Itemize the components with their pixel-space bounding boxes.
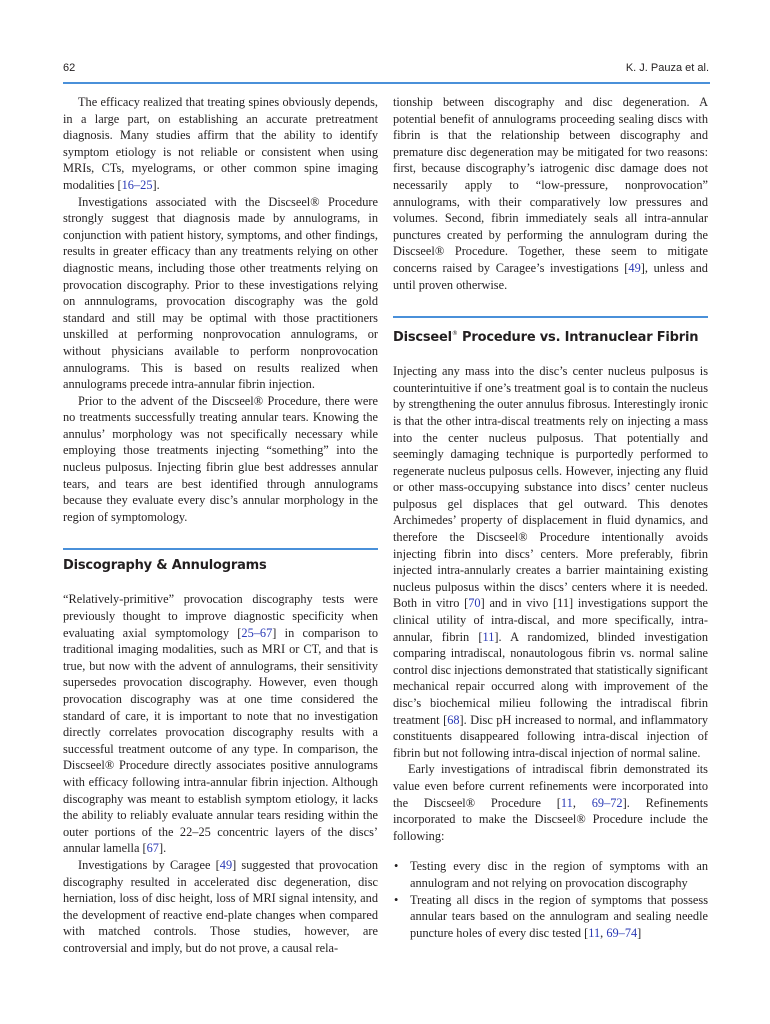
- text: “Relatively-primitive” provocation discography tests were previously thought to improve diagnostic specificity when evaluating axial symptomology [: [63, 592, 378, 640]
- section-title: [393, 325, 708, 347]
- paragraph: Prior to the advent of the Discseel® Procedure, there were no treatments successfully treating annular tears. Knowing the annulus’ morphology was not specifically necessary while employing those treatments injecting “something” into the nucleus pulposus. Injecting fibrin glue best addresses annular tears, and tears are best identified through annulograms because they evaluate every disc’s annular morphology in the region of symptomology.: [63, 393, 378, 524]
- title-text: Discseel: [393, 330, 452, 346]
- text: ]: [637, 925, 642, 940]
- paragraph: [393, 761, 708, 844]
- text: ]. Refinements incorporated to make the Discseel® Procedure include the following:: [393, 795, 709, 843]
- citation-link[interactable]: 49: [628, 260, 641, 275]
- text: ].: [158, 841, 167, 856]
- section-discography-annulograms: [63, 548, 378, 575]
- section-rule: [393, 316, 708, 318]
- text: ]. Disc pH increased to normal, and inflammatory constituents disappeared following intra-discal injection of fibrin but not following intra-discal injection of normal saline.: [393, 712, 708, 760]
- bullet-list: [393, 858, 708, 941]
- citation-link[interactable]: 11: [482, 629, 495, 644]
- citation-link[interactable]: 69–74: [606, 925, 638, 940]
- bullet-item: [393, 892, 708, 942]
- paragraph: Investigations associated with the Discseel® Procedure strongly suggest that diagnosis made by annulograms, in conjunction with patient history, symptoms, and other findings, results in greater efficacy than any treatments relying on other diagnostic means, including those other treatments relying on provocation discography. Prior to these investigations relying on annnulograms, provocation discography was the gold standard and still may be optimal with those practitioners unskilled at performing nonprovocation annulograms, or without physicians available to perform nonprovocation annulograms. This is based on results realized when annulograms precede intra-annular fibrin injection.: [63, 194, 378, 392]
- text: ,: [600, 925, 607, 940]
- paragraph: [393, 94, 708, 293]
- paragraph: [63, 94, 378, 194]
- section-rule: [63, 548, 378, 550]
- citation-link[interactable]: 69–72: [591, 795, 623, 810]
- page-header: [63, 62, 709, 80]
- header-rule: [63, 82, 710, 84]
- text: ] suggested that provocation discography resulted in accelerated disc degeneration, disc herniation, loss of disc height, loss of MRI signal intensity, and the development of reactive end-plate changes when compared with matched controls. Those studies, however, are controversial and imply, but do not prove, a causal rela-: [63, 857, 378, 955]
- text: ].: [152, 177, 160, 192]
- text: tionship between discography and disc degeneration. A potential benefit of annulograms proceeding sealing discs with fibrin is that the relationship between discography and premature disc degeneration may be mitigated for two reasons: first, because discography’s iatrogenic disc damage does not necessarily apply to “low-pressure, nonprovocation” annulograms, with their comparatively low pressures and volumes. Second, fibrin immediately seals all intra-annular punctures created by performing the annulogram during the Discseel® Procedure. Together, these seem to mitigate concerns raised by Caragee’s investigations [: [393, 95, 708, 275]
- text: Investigations by Caragee [: [78, 857, 220, 872]
- citation-link[interactable]: 49: [219, 857, 233, 872]
- text: Early investigations of intradiscal fibrin demonstrated its value even before current refinements were incorporated into the Discseel® Procedure [: [393, 762, 708, 810]
- running-head: K. J. Pauza et al.: [625, 62, 709, 74]
- text: Treating all discs in the region of symptoms that possess annular tears based on the annulogram and sealing needle puncture holes of every disc tested [: [410, 892, 708, 940]
- citation-link[interactable]: 11: [588, 925, 601, 940]
- citation-link[interactable]: 68: [447, 712, 460, 727]
- text: ,: [572, 795, 592, 810]
- text: Injecting any mass into the disc’s center nucleus pulposus is counterintuitive if one’s treatment goal is to contain the nucleus by strengthening the outer annulus fibrosus. Interestingly ironic is that the other intra-discal treatments rely on injecting a mass into the center nucleus pulposus. That potentially and seemingly damaging technique is purportedly performed to regenerate nucleus pulposus cells. However, injecting any fluid or other mass-occupying substance into discs’ center nucleus pulposus gel displaces that gel outward. This denotes Archimedes’ property of displacement in fluid dynamics, and therefore the Discseel® Procedure intentionally avoids injecting fibrin into discs’ centers. More preferably, fibrin injected intra-annularly creates a barrier maintaining existing nucleus pulposus within the discs’ centers where it is needed. Both in vitro [: [393, 364, 708, 611]
- text: ] and in vivo [11] investigations support the clinical utility of intra-discal, and more specifically, intra-annular, fibrin [: [393, 596, 709, 644]
- paragraph: [63, 857, 378, 957]
- section-discseel-vs-intranuclear: [393, 316, 708, 347]
- section-title: Discography & Annulograms: [63, 558, 267, 574]
- title-text: Procedure vs. Intranuclear Fibrin: [457, 330, 699, 346]
- registered-mark: ®: [451, 330, 458, 338]
- citation-link[interactable]: 25–67: [241, 625, 273, 640]
- paragraph: [393, 363, 708, 761]
- left-column: [63, 94, 378, 957]
- text: ]. A randomized, blinded investigation comparing intradiscal, nonautologous fibrin vs. normal saline control disc injections demonstrated that statistically significant mechanical repair occurred along with improvement of the disc’s biochemical milieu following the intradiscal fibrin treatment [: [393, 629, 708, 727]
- right-column: [393, 94, 708, 941]
- citation-link[interactable]: 11: [560, 795, 573, 810]
- page-number: 62: [63, 62, 76, 74]
- citation-link[interactable]: 67: [146, 841, 159, 856]
- citation-link[interactable]: 16–25: [121, 177, 153, 192]
- text: The efficacy realized that treating spines obviously depends, in a large part, on establishing an accurate pretreatment diagnosis. Many studies affirm that the ability to identify symptom etiology is not reliable or consistent when using MRIs, CTs, myelograms, or other common spine imaging modalities [: [63, 95, 378, 192]
- text: ] in comparison to traditional imaging modalities, such as MRI or CT, and that is true, but now with the advent of annulograms, their sensitivity supersedes provocation discography. However, even though provocation discography was at one time considered the standard of care, it is important to note that no investigation directly correlates provocation discography results with a successful treatment outcome of any type. In comparison, the Discseel® Procedure directly associates positive annulograms with efficacy following intra-annular fibrin injection. Although discography was meant to establish symptom etiology, it lacks the ability to reliably evaluate annular tears residing within the outer portions of the 22–25 concentric layers of the discs’ annular lamella [: [63, 625, 378, 856]
- citation-link[interactable]: 70: [468, 596, 481, 611]
- bullet-item: • Testing every disc in the region of symptoms with an annulogram and not relying on provocation discography: [393, 858, 708, 891]
- text: ], unless and until proven otherwise.: [393, 260, 708, 292]
- paragraph: [63, 591, 378, 857]
